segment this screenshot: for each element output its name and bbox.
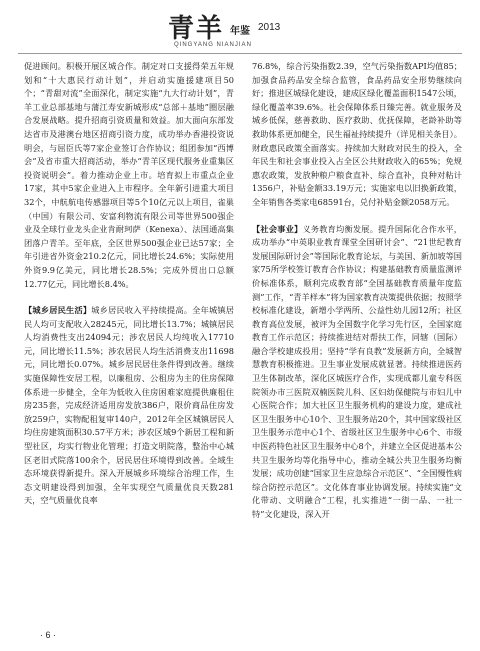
section-heading-living: 【城乡居民生活】 [24,305,92,316]
section-gap [252,210,462,223]
paragraph-social-text: 义务教育均衡发展。提升国际化合作水平，成功举办“中英职业教育课堂全国研讨会”、“21世纪教育发展国际研讨会”等国际化教育论坛，与美国、新加坡等国家75所学校签订教育合作协议；构建基础教育质量监测评价标准体系，顺利完成教育部“全国基础教育质量年度监测”工作，“青羊样本”将为国家教育决策提供依据；按照学校标准化建设，新增小学两所、公益性幼儿园12所；社区教育高位发展，被评为全国数字化学习先行区，全国家庭教育工作示范区；持续推进结对帮扶工作，同辖（国际）融合学校建成投用；坚持“学有良教”发展新方向，全城智慧教育积极推进。卫生事业发展成就显著。持续推进医药卫生体制改革，深化区城医疗合作，实现成都儿童专科医院领办市三医院双楠医院儿科、区妇幼保健院与市妇儿中心医院合作；加大社区卫生服务机构的建设力度，建成社区卫生服务中心10个、卫生服务站20个，其中国家级社区卫生服务示范中心1个、省级社区卫生服务中心6个、市级中医药特色社区卫生服务中心8个，并建立全区促进基本公共卫生服务均等化指导中心，推动全城公共卫生服务均衡发展；成功创建“国家卫生应急综合示范区”、“全国慢性病综合防控示范区”。文化体育事业协调发展。持续实施“文化带动、文明融合”工程，扎实推进“一街一品、一社一特”文化建设，深入开 [252,223,462,519]
right-column [252,60,462,522]
logo-pinyin: QINGYANG NIANJIAN [174,42,252,48]
page-header [0,0,480,56]
paragraph-living-text: 城乡居民收入平持续提高。全年城镇居民人均可支配收入28245元，同比增长13.7%；城镇居民人均消费性支出24094元；涉农居民人均纯收入17710元，同比增长11.5%；涉农居民人均生活消费支出11698元，同比增长0.07%。城乡居民居住条件得到改善。继续实施保障性安居工程，以廉租房、公租房为主的住房保障体系进一步健全，全年为低收入住房困难家庭提供廉租住房235套，完成经济适用房发放386户，限价商品住房发放259户，实物配租复审140户，2012年全区城镇居民人均住房建筑面积30.57平方米；涉农区域9个新居工程和新型社区，均实行物业化管理；打造文明院落，整治中心城区老旧式院落100余个，居民居住环境得到改善。全域生态环境获得新提升。深入开展城乡环境综合治理工作，生态文明建设得到加强，全年实现空气质量优良天数281天，空气质量优良率 [24,305,234,506]
paragraph-living [24,304,234,508]
yearbook-logo [168,14,298,52]
paragraph-social [252,223,462,522]
logo-year: 2013 [258,22,281,33]
logo-title: 青羊 [168,14,225,44]
header-divider [18,53,462,54]
section-gap [24,291,234,304]
paragraph-welfare: 76.8%，综合污染指数2.39，空气污染指数API均值85；加强食品药品安全综合监管，食品药品安全形势继续向好；推进区城绿化建设，建成区绿化覆盖面积1547公顷，绿化覆盖率39.6%。社会保障体系日臻完善。就业服务及城乡低保，慈善救助、医疗救助、优抚保障，老龄补助等救助体系更加健全，民生福祉持续提升（详见相关条目）。财政惠民政策全面落实。持续加大财政对民生的投入，全年民生和社会事业投入占全区公共财政收入的65%；免规惠农政策，发放种粮户粮食直补、综合直补，良种对粘计1356户，补贴金额33.19万元；实施家电以旧换新政策，全年销售各类家电68591台，兑付补贴金额2058万元。 [252,61,462,207]
paragraph-cooperation: 促进顾问。积极开展区城合作。制定对口支援得荣五年规划和“十大惠民行动计划”，并启动实施援建项目50个；“青甜对流”全面深化，制定实施“九大行动计划”，青羊工业总部基地与蒲江寿安新城形成“总部＋基地”圈层融合发展战略。提升招商引资质量和效益。加大面向东部发达省市及港澳台地区招商引资力度，成功举办香港投资说明会，与屈臣氏等7家企业签订合作协议；组团参加“西博会”及省市重大招商活动，举办“青羊区现代服务业重集区投资说明会”。着力推动企业上市。培育拟上市重点企业17家，其中5家企业进入上市程序。全年新引进重大项目32个，中航航电传感器项目等5个10亿元以上项目，雀巢（中国）有限公司、安富利物流有限公司等世界500强企业及全球行业龙头企业肯耐珂萨（Kenexa）、法国通高集团落户青羊。至年底，全区世界500强企业已达57家；全年引进省外资金210.2亿元，同比增长24.6%；实际使用外资9.9亿美元，同比增长28.5%；完成外贸出口总额12.77亿元，同比增长8.4%。 [24,61,234,289]
section-heading-social: 【社会事业】 [252,223,303,234]
logo-subtitle: 年鉴 [230,26,250,37]
page-number: · 6 · [40,630,57,640]
left-column [24,60,234,508]
